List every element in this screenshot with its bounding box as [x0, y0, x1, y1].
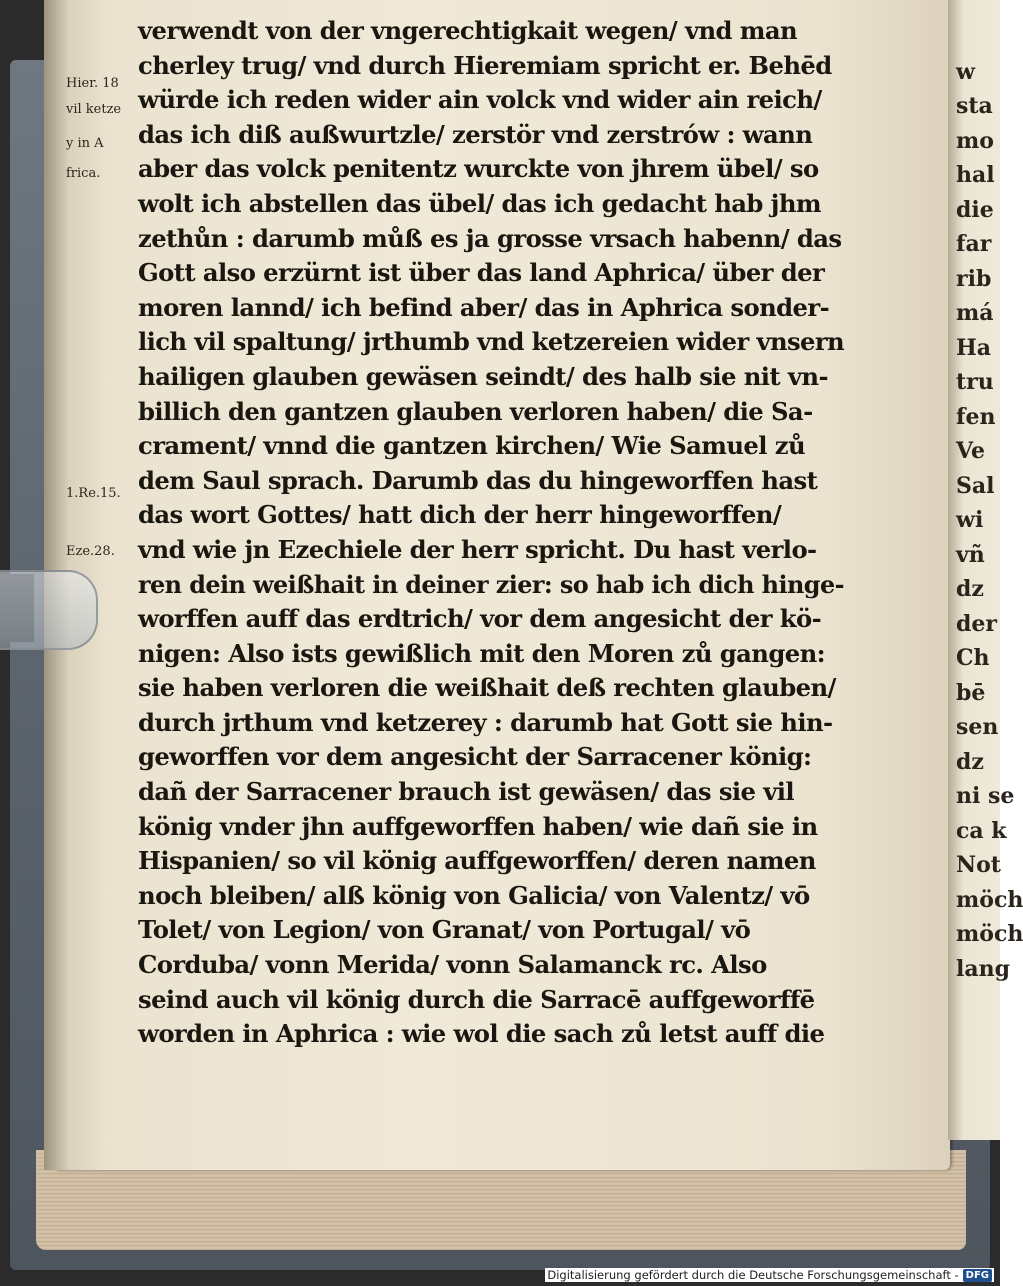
facing-page-line: Not	[956, 852, 1001, 878]
text-line: vnd wie jn Ezechiele der herr spricht. Du hast verlo-	[138, 534, 817, 564]
facing-page-line: Ve	[956, 438, 986, 464]
text-line: hailigen glauben gewäsen seindt/ des halb sie nit vn-	[138, 361, 828, 391]
facing-page-line: ni se	[956, 783, 1015, 809]
text-line: worden in Aphrica : wie wol die sach zů letst auff die	[138, 1019, 825, 1049]
margin-note: frica.	[66, 166, 101, 181]
margin-note: y in A	[66, 136, 104, 151]
text-line: das ich diß außwurtzle/ zerstör vnd zerstrów : wann	[138, 119, 813, 149]
text-line: ren dein weißhait in deiner zier: so hab ich dich hinge-	[138, 569, 844, 599]
facing-page-line: bē	[956, 679, 986, 706]
facing-page-line: má	[956, 300, 994, 326]
text-line: würde ich reden wider ain volck vnd wider ain reich/	[138, 85, 822, 115]
facing-page-line: dz	[956, 576, 984, 602]
facing-page-line: der	[956, 610, 997, 637]
text-line: Corduba/ vonn Merida/ vonn Salamanck rc. Also	[138, 950, 767, 980]
facing-page-line: fen	[956, 403, 996, 430]
facing-page-line: lang	[956, 955, 1010, 982]
dfg-logo: DFG	[963, 1269, 992, 1282]
text-line: cherley trug/ vnd durch Hieremiam spricht er. Behēd	[138, 50, 832, 80]
text-line: crament/ vnnd die gantzen kirchen/ Wie Samuel zů	[138, 431, 806, 461]
facing-page-line: wi	[956, 507, 984, 533]
text-line: lich vil spaltung/ jrthumb vnd ketzereien wider vnsern	[138, 327, 845, 357]
facing-page-line: sta	[956, 93, 993, 119]
facing-page-line: möch	[956, 921, 1023, 947]
facing-page-line: rib	[956, 265, 992, 292]
facing-page-line: sen	[956, 714, 999, 740]
facing-page-line: möch	[956, 886, 1023, 913]
facing-page-line	[956, 20, 1000, 55]
text-line: Tolet/ von Legion/ von Granat/ von Portugal/ vō	[138, 915, 751, 945]
margin-note: Eze.28.	[66, 544, 115, 559]
margin-note: Hier. 18	[66, 76, 119, 91]
footer-credit	[545, 1268, 994, 1282]
text-line: könig vnder jhn auffgeworffen haben/ wie dañ sie in	[138, 811, 818, 841]
text-line: zethůn : darumb můß es ja grosse vrsach habenn/ das	[138, 223, 842, 253]
text-line: nigen: Also ists gewißlich mit den Moren zů gangen:	[138, 638, 826, 668]
facing-page-text	[956, 20, 1023, 986]
facing-page-line: w	[956, 58, 975, 85]
text-line: Gott also erzürnt ist über das land Aphrica/ über der	[138, 258, 825, 288]
facing-page-line: far	[956, 231, 992, 257]
facing-page-line: Sal	[956, 472, 995, 499]
text-line: wolt ich abstellen das übel/ das ich gedacht hab jhm	[138, 188, 822, 218]
facing-page-line: dz	[956, 748, 984, 775]
facing-page-line: die	[956, 196, 994, 223]
text-line: worffen auff das erdtrich/ vor dem angesicht der kö-	[138, 604, 822, 634]
page-holder-clip	[0, 570, 98, 650]
main-text-block	[138, 14, 844, 1052]
facing-page-line: mo	[956, 127, 994, 154]
text-line: noch bleiben/ alß könig von Galicia/ von Valentz/ vō	[138, 880, 810, 910]
text-line: geworffen vor dem angesicht der Sarracener könig:	[138, 742, 812, 772]
text-line: das wort Gottes/ hatt dich der herr hingeworffen/	[138, 500, 782, 530]
footer-text: Digitalisierung gefördert durch die Deutsche Forschungsgemeinschaft -	[547, 1268, 959, 1282]
facing-page-line: Ha	[956, 334, 992, 361]
text-line: aber das volck penitentz wurckte von jhrem übel/ so	[138, 154, 819, 184]
facing-page-line: ca k	[956, 817, 1007, 844]
text-line: durch jrthum vnd ketzerey : darumb hat Gott sie hin-	[138, 707, 833, 737]
text-line: verwendt von der vngerechtigkait wegen/ vnd man	[138, 16, 798, 45]
margin-note: vil ketze	[66, 102, 122, 117]
text-line: sie haben verloren die weißhait deß rechten glauben/	[138, 673, 836, 703]
text-line: Hispanien/ so vil könig auffgeworffen/ deren namen	[138, 846, 816, 876]
facing-page-line: tru	[956, 369, 994, 395]
facing-page-line: Ch	[956, 645, 990, 671]
facing-page-line: vñ	[956, 541, 985, 568]
text-line: dañ der Sarracener brauch ist gewäsen/ das sie vil	[138, 777, 795, 807]
text-line: moren lannd/ ich befind aber/ das in Aphrica sonder-	[138, 292, 830, 322]
margin-note: 1.Re.15.	[66, 486, 121, 501]
facing-page-line: hal	[956, 162, 995, 188]
text-line: seind auch vil könig durch die Sarracē auffgeworffē	[138, 984, 815, 1014]
text-line: billich den gantzen glauben verloren haben/ die Sa-	[138, 396, 813, 426]
text-line: dem Saul sprach. Darumb das du hingeworffen hast	[138, 465, 818, 495]
